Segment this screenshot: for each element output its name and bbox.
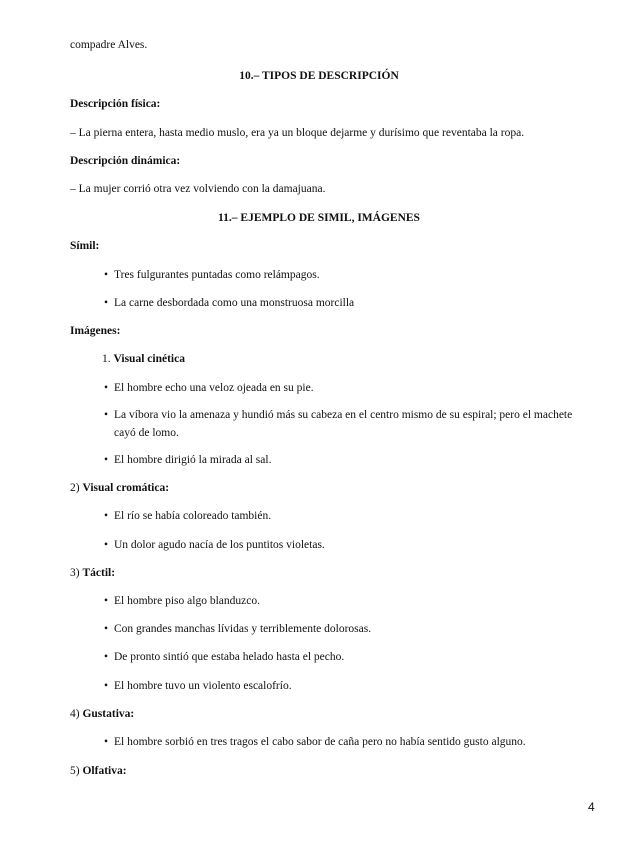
list-item-text: La carne desbordada como una monstruosa morcilla (114, 297, 355, 309)
bullet-icon: • (104, 651, 109, 663)
label-descripcion-dinamica: Descripción dinámica: (70, 155, 181, 167)
label-simil: Símil: (70, 240, 100, 252)
subheading-number: 5) (70, 765, 80, 777)
bullet-icon: • (104, 297, 109, 309)
subheading-visual-cinetica (102, 352, 185, 366)
subheading-label: Táctil: (82, 567, 116, 579)
list-item-text: El hombre sorbió en tres tragos el cabo sabor de caña pero no había sentido gusto alguno. (114, 736, 526, 748)
subheading-label: Olfativa: (82, 765, 127, 777)
section-heading-11: 11.– EJEMPLO DE SIMIL, IMÁGENES (218, 212, 420, 224)
bullet-icon: • (104, 510, 109, 522)
bullet-icon: • (104, 623, 109, 635)
bullet-icon: • (104, 454, 109, 466)
list-item-text: El hombre dirigió la mirada al sal. (114, 454, 272, 466)
subheading-tactil (70, 566, 115, 580)
list-item-text: El hombre echo una veloz ojeada en su pie. (114, 382, 314, 394)
label-descripcion-fisica: Descripción física: (70, 98, 161, 110)
list-item-text: El hombre piso algo blanduzco. (114, 595, 260, 607)
bullet-icon: • (104, 736, 109, 748)
bullet-icon: • (104, 680, 109, 692)
section-heading-10: 10.– TIPOS DE DESCRIPCIÓN (239, 70, 399, 82)
list-item-text: El río se había coloreado también. (114, 510, 272, 522)
list-item-text: Un dolor agudo nacía de los puntitos violetas. (114, 539, 325, 551)
bullet-icon: • (104, 539, 109, 551)
list-item-text: Tres fulgurantes puntadas como relámpagos. (114, 269, 320, 281)
subheading-number: 3) (70, 567, 80, 579)
bullet-icon: • (104, 269, 109, 281)
text-line: – La mujer corrió otra vez volviendo con la damajuana. (70, 183, 326, 195)
list-item-text: La víbora vio la amenaza y hundió más su cabeza en el centro mismo de su espiral; pero el machete cayó de lomo. (114, 409, 573, 439)
bullet-icon: • (104, 409, 109, 421)
bullet-icon: • (104, 595, 109, 607)
list-item (0, 406, 638, 446)
label-imagenes: Imágenes: (70, 325, 121, 337)
text-line: compadre Alves. (70, 39, 148, 51)
text-line: – La pierna entera, hasta medio muslo, era ya un bloque dejarme y durísimo que reventaba la ropa. (70, 127, 525, 139)
list-item-text: De pronto sintió que estaba helado hasta el pecho. (114, 651, 345, 663)
list-item-text: El hombre tuvo un violento escalofrío. (114, 680, 292, 692)
subheading-number: 2) (70, 482, 80, 494)
subheading-label: Visual cromática: (82, 482, 170, 494)
subheading-label: Gustativa: (82, 708, 135, 720)
subheading-label: Visual cinética (113, 353, 185, 365)
subheading-number: 1. (102, 353, 111, 365)
page-number: 4 (588, 800, 595, 814)
subheading-number: 4) (70, 708, 80, 720)
bullet-icon: • (104, 382, 109, 394)
subheading-olfativa (70, 764, 127, 778)
list-item-text: Con grandes manchas lívidas y terriblemente dolorosas. (114, 623, 372, 635)
subheading-visual-cromatica (70, 481, 169, 495)
subheading-gustativa (70, 707, 134, 721)
